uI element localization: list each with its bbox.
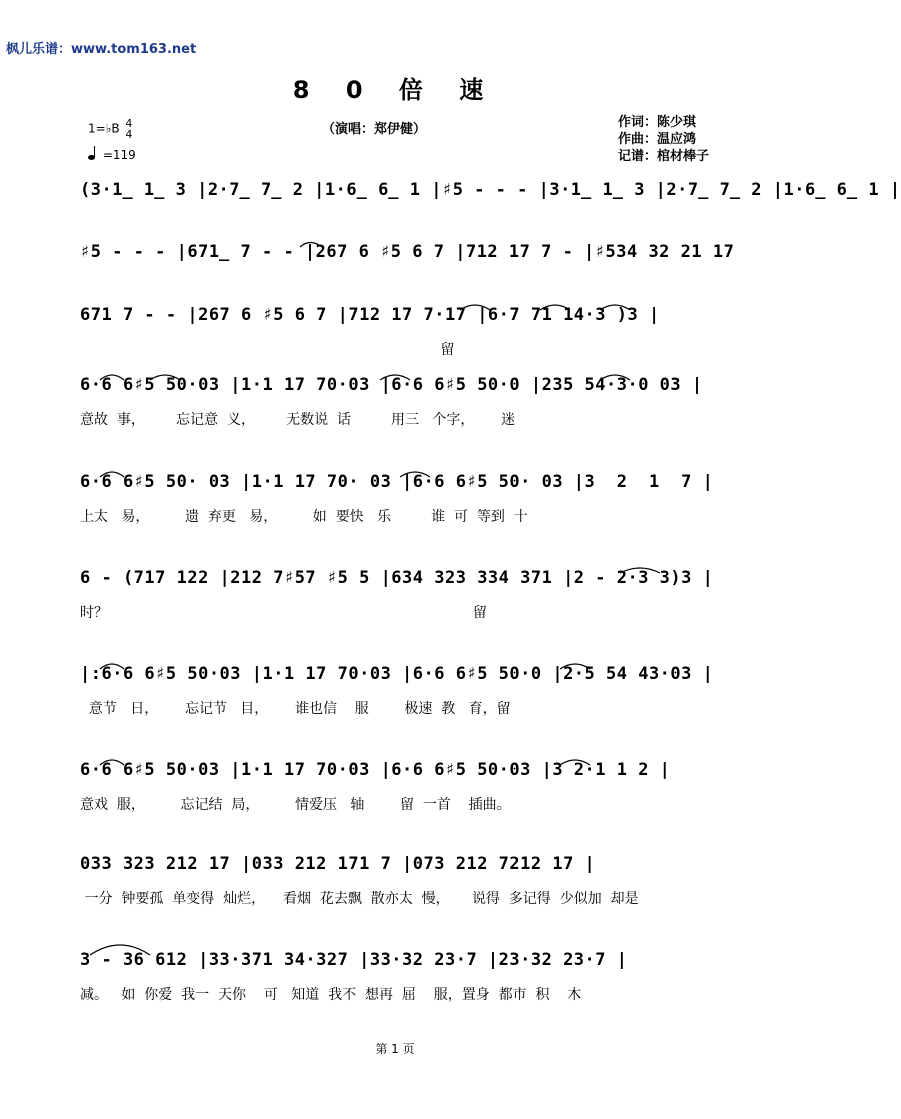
staff-notes: 6·6 6♯5 50· 03 |1·1 17 70· 03 |6·6 6♯5 50· 03 |3 2 1 7 | — [80, 472, 714, 492]
staff-lyrics: 意故 事， 忘记意 义， 无数说 话 用三 个字， 迷 — [80, 412, 516, 428]
staff-lyrics: 意节 日， 忘记节 目， 谁也信 服 极速 教 育，留 — [80, 701, 511, 717]
slur-mark — [90, 945, 150, 955]
slur-mark — [100, 472, 124, 477]
staff-notes: 6·6 6♯5 50·03 |1·1 17 70·03 |6·6 6♯5 50·0 |235 54·3·0 03 | — [80, 375, 703, 395]
singer-credit: （演唱：郑伊健） — [322, 122, 427, 137]
composer-credit: 作曲：温应鸿 — [618, 132, 697, 147]
staff-notes: 3 - 36 612 |33·371 34·327 |33·32 23·7 |23·32 23·7 | — [80, 950, 628, 970]
staff-lyrics: 上太 易， 遗 弃更 易， 如 要快 乐 谁 可 等到 十 — [80, 509, 528, 525]
slur-mark — [100, 664, 124, 669]
site-watermark: 枫儿乐谱：www.tom163.net — [6, 42, 197, 57]
key-label: 1=♭B — [88, 121, 120, 136]
page-number: 第 1 页 — [375, 1042, 415, 1056]
staff-notes: ♯5 - - - |671̲ 7 - - |267 6 ♯5 6 7 |712 17 7 - |♯534 32 21 17 — [80, 242, 746, 262]
slur-mark — [560, 760, 590, 765]
staff-lyrics: 减。 如 你爱 我一 天你 可 知道 我不 想再 屈 服，置身 都市 积 木 — [80, 987, 582, 1003]
staff-notes: |:6·6 6♯5 50·03 |1·1 17 70·03 |6·6 6♯5 50·0 |2·5 54 43·03 | — [80, 664, 714, 684]
slur-mark — [600, 305, 630, 310]
slur-mark — [560, 664, 590, 669]
slur-mark — [620, 568, 660, 573]
slur-mark — [540, 305, 570, 310]
tempo-value: =119 — [102, 148, 136, 162]
song-title: 8 0 倍 速 — [292, 76, 498, 104]
transcriber-credit: 记谱：棺材棒子 — [618, 149, 710, 164]
slur-mark — [600, 375, 630, 380]
staff-lyrics: 时？ 留 — [80, 605, 487, 621]
slur-mark — [100, 375, 124, 380]
slur-mark — [100, 760, 124, 765]
lyricist-credit: 作词：陈少琪 — [618, 115, 697, 130]
staff-notes: 033 323 212 17 |033 212 171 7 |073 212 7212 17 | — [80, 854, 596, 874]
staff-lyrics: 一分 钟要孤 单变得 灿烂， 看烟 花去飘 散亦太 慢， 说得 多记得 少似加 却是 — [80, 891, 639, 907]
slur-mark — [400, 472, 430, 477]
staff-notes: (3·1̲ 1̲ 3 |2·7̲ 7̲ 2 |1·6̲ 6̲ 1 |♯5 - - - |3·1̲ 1̲ 3 |2·7̲ 7̲ 2 |1·6̲ 6̲ 1 | — [80, 180, 901, 200]
time-top: 4 — [125, 117, 133, 130]
staff-notes: 6 - (717 122 |212 7♯57 ♯5 5 |634 323 334 371 |2 - 2·3 3)3 | — [80, 568, 714, 588]
slur-mark — [380, 375, 410, 380]
staff-notes: 671 7 - - |267 6 ♯5 6 7 |712 17 7·17 |6·7 71 14·3 )3 | — [80, 305, 660, 325]
slur-mark — [300, 243, 322, 248]
staff-lyrics: 留 — [80, 342, 455, 358]
slur-mark — [460, 305, 490, 310]
time-bottom: 4 — [125, 128, 133, 141]
staff-notes: 6·6 6♯5 50·03 |1·1 17 70·03 |6·6 6♯5 50·03 |3 2·1 1 2 | — [80, 760, 671, 780]
slur-mark — [150, 375, 180, 380]
staff-lyrics: 意戏 服， 忘记结 局， 情爱压 轴 留 一首 插曲。 — [80, 797, 511, 813]
